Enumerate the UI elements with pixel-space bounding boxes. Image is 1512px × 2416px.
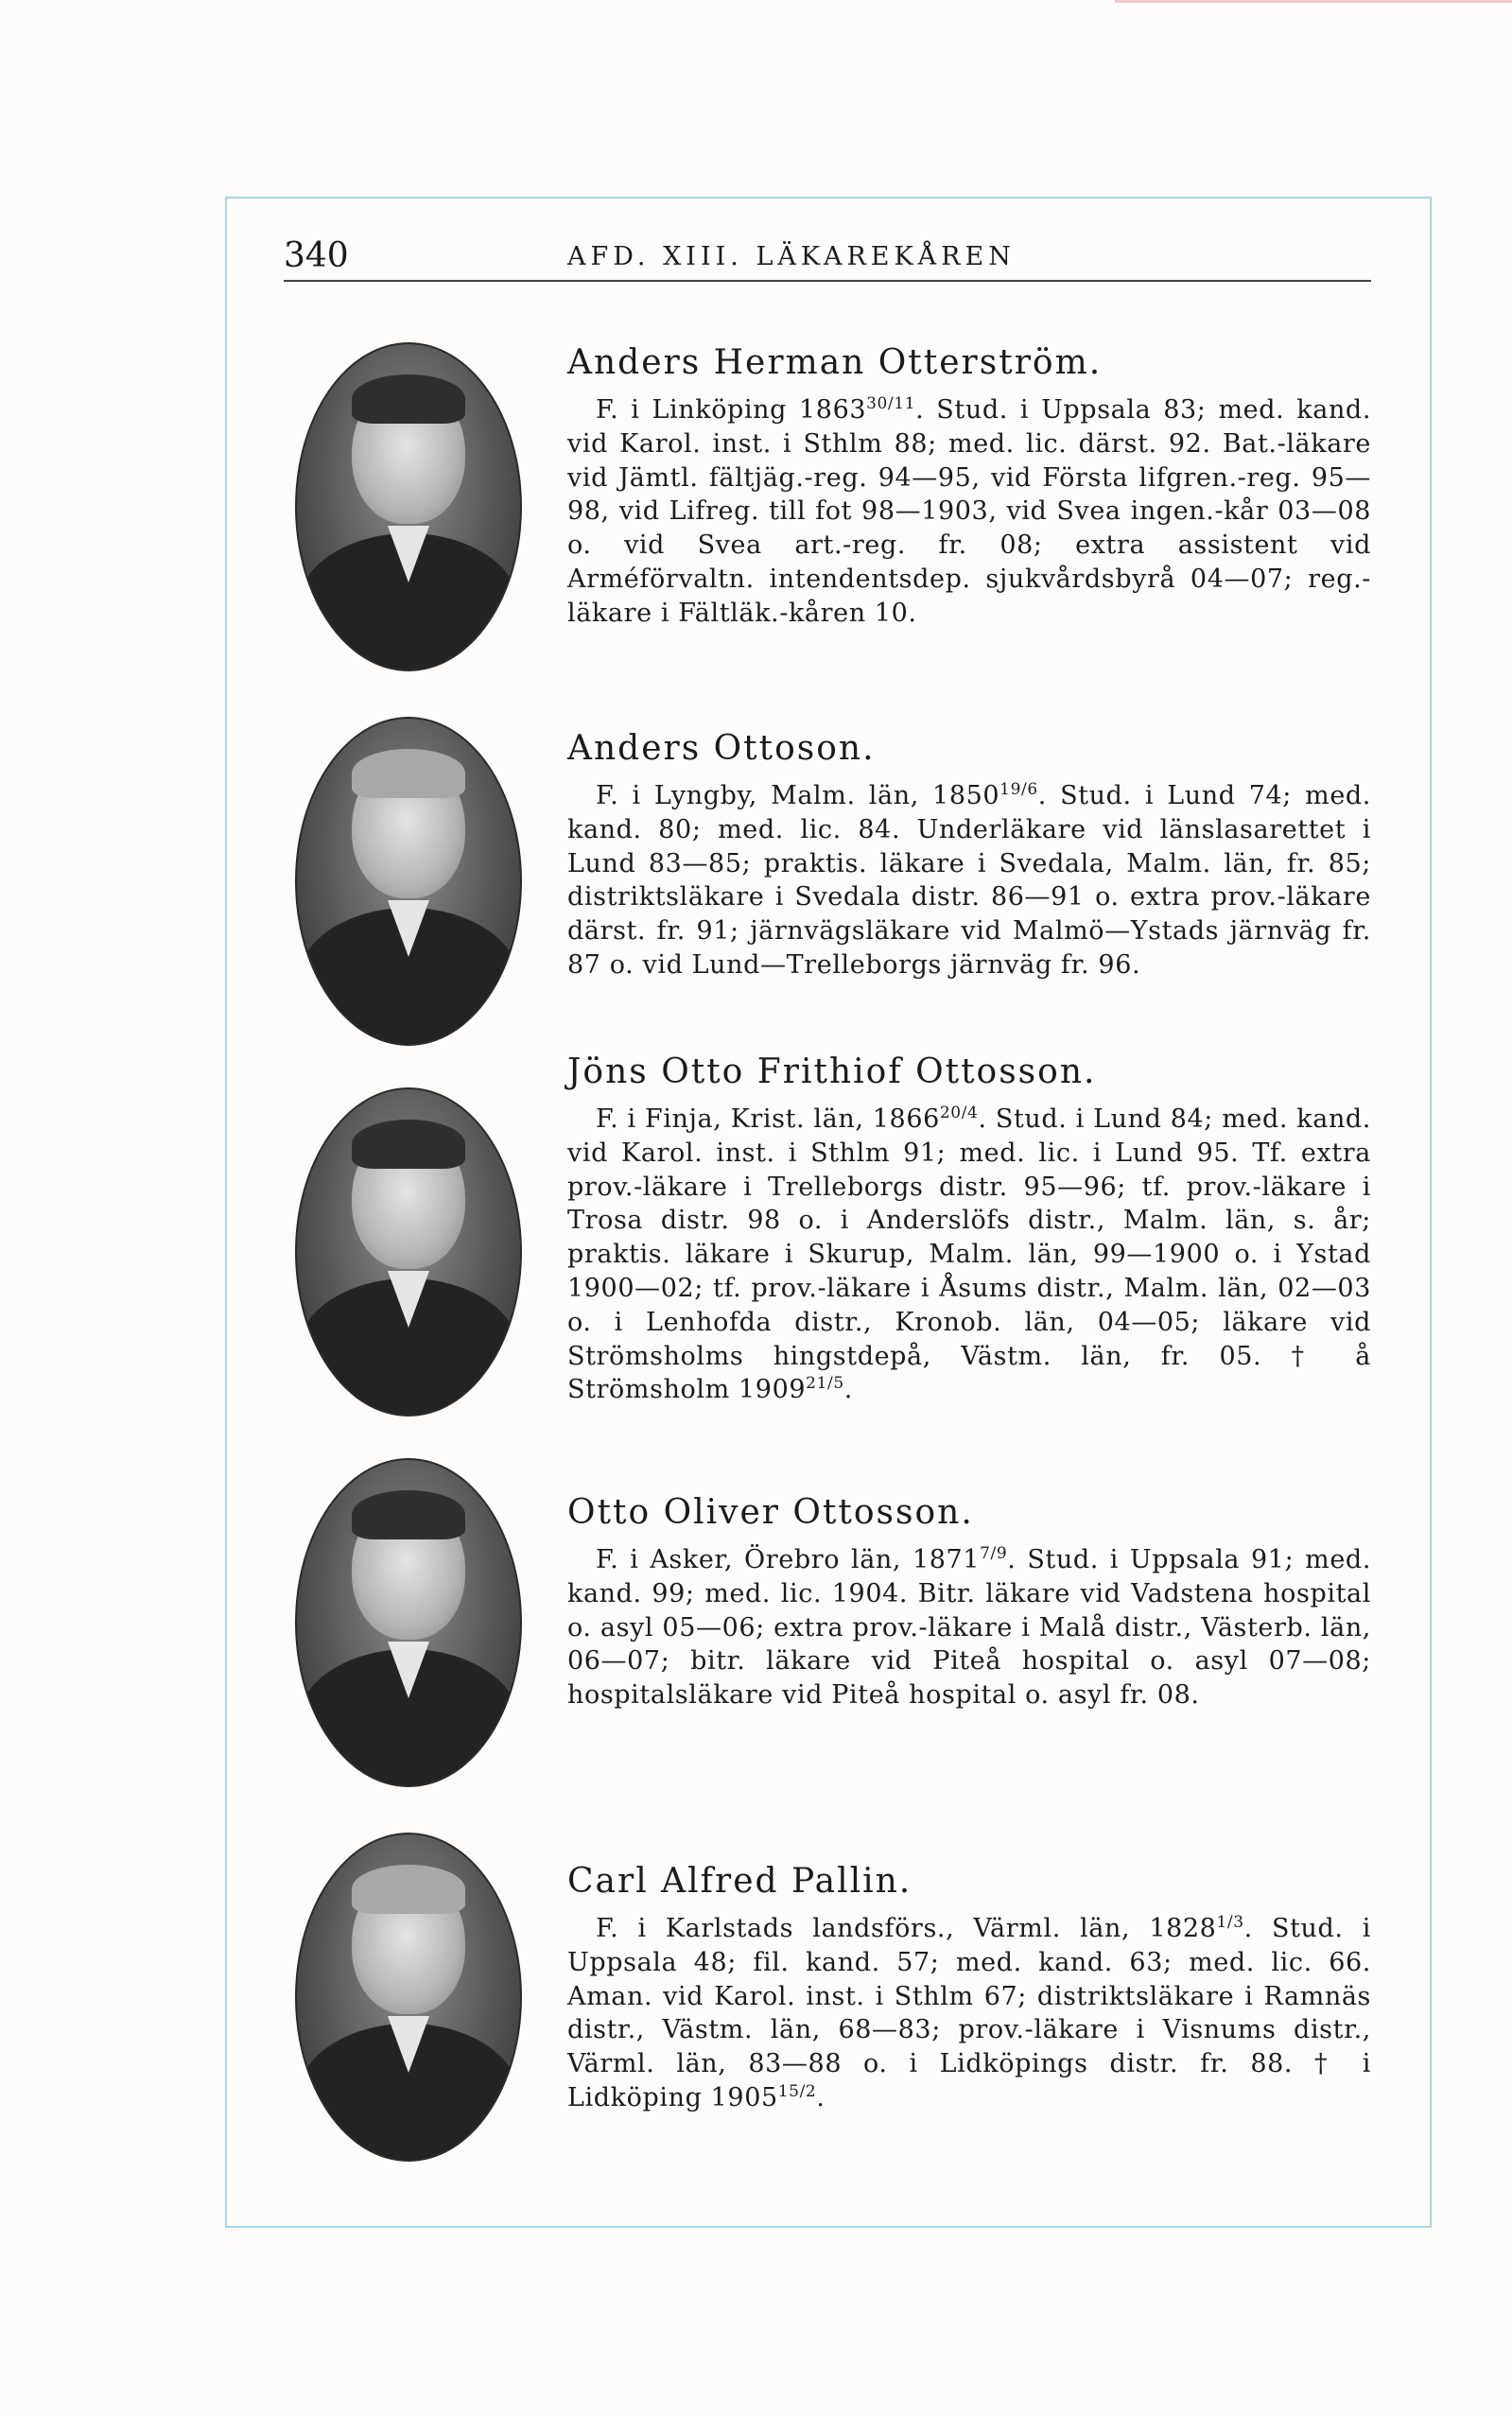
portrait-photo (295, 342, 522, 671)
running-title: AFD. XIII. LÄKAREKÅREN (567, 242, 1016, 271)
person-name: Anders Ottoson. (567, 729, 876, 768)
entry-text (567, 342, 1371, 631)
person-name: Jöns Otto Frithiof Ottosson. (567, 1052, 1097, 1091)
person-name: Otto Oliver Ottosson. (567, 1493, 974, 1532)
entry-text (567, 728, 1371, 982)
biography-text: F. i Lyngby, Malm. län, $1850^{19/6}$. Stud. i Lund 74; med. kand. 80; med. lic. 84. Underläkare vid länslasarettet i Lund 83—85; praktis. läkare i Svedala, Malm. län, fr. 85; distriktsläkare i Svedala distr. 86—91 o. extra prov.-läkare därst. fr. 91; järnvägsläkare vid Malmö—Ystads järnväg fr. 87 o. vid Lund—Trelleborgs järnväg fr. 96. (567, 780, 1371, 980)
biography-text: F. i Asker, Örebro län, $1871^{7/9}$. Stud. i Uppsala 91; med. kand. 99; med. lic. 1904. Bitr. läkare vid Vadstena hospital o. asyl 05—06; extra prov.-läkare i Malå distr., Västerb. län, 06—07; bitr. läkare vid Piteå hospital o. asyl 07—08; hospitalsläkare vid Piteå hospital o. asyl fr. 08. (567, 1544, 1371, 1711)
portrait-photo (295, 1458, 522, 1787)
portrait-photo (295, 1087, 522, 1417)
page-number: 340 (284, 236, 349, 275)
person-name: Carl Alfred Pallin. (567, 1862, 912, 1901)
biography-text: F. i Linköping $1863^{30/11}$. Stud. i Uppsala 83; med. kand. vid Karol. inst. i Sthlm 88; med. lic. därst. 92. Bat.-läkare vid Jämtl. fältjäg.-reg. 94—95, vid Första lifgren.-reg. 95—98, vid Lifreg. till fot 98—1903, vid Svea ingen.-kår 03—08 o. vid Svea art.-reg. fr. 08; extra assistent vid Arméförvaltn. intendentsdep. sjukvårdsbyrå 04—07; reg.-läkare i Fältläk.-kåren 10. (567, 394, 1371, 628)
page-edge-mark (1115, 0, 1512, 3)
person-name: Anders Herman Otterström. (567, 343, 1103, 382)
page-header (284, 235, 1371, 282)
portrait-photo (295, 717, 522, 1046)
entry-text (567, 1052, 1371, 1407)
entry-text (567, 1861, 1371, 2115)
entry-text (567, 1492, 1371, 1712)
biography-text: F. i Finja, Krist. län, $1866^{20/4}$. Stud. i Lund 84; med. kand. vid Karol. inst. i Sthlm 91; med. lic. i Lund 95. Tf. extra prov.-läkare i Trelleborgs distr. 95—96; tf. prov.-läkare i Trosa distr. 98 o. i Anderslöfs distr., Malm. län, s. år; praktis. läkare i Skurup, Malm. län, 99—1900 o. i Ystad 1900—02; tf. prov.-läkare i Åsums distr., Malm. län, 02—03 o. i Lenhofda distr., Kronob. län, 04—05; läkare vid Strömsholms hingstdepå, Västm. län, fr. 05. † å Strömsholm $1909^{21/5}$. (567, 1104, 1371, 1405)
portrait-photo (295, 1833, 522, 2162)
biography-text: F. i Karlstads landsförs., Värml. län, $1828^{1/3}$. Stud. i Uppsala 48; fil. kand. 57; med. kand. 63; med. lic. 66. Aman. vid Karol. inst. i Sthlm 67; distriktsläkare i Ramnäs distr., Västm. län, 68—83; prov.-läkare i Visnums distr., Värml. län, 83—88 o. i Lidköpings distr. fr. 88. † i Lidköping $1905^{15/2}$. (567, 1913, 1371, 2112)
